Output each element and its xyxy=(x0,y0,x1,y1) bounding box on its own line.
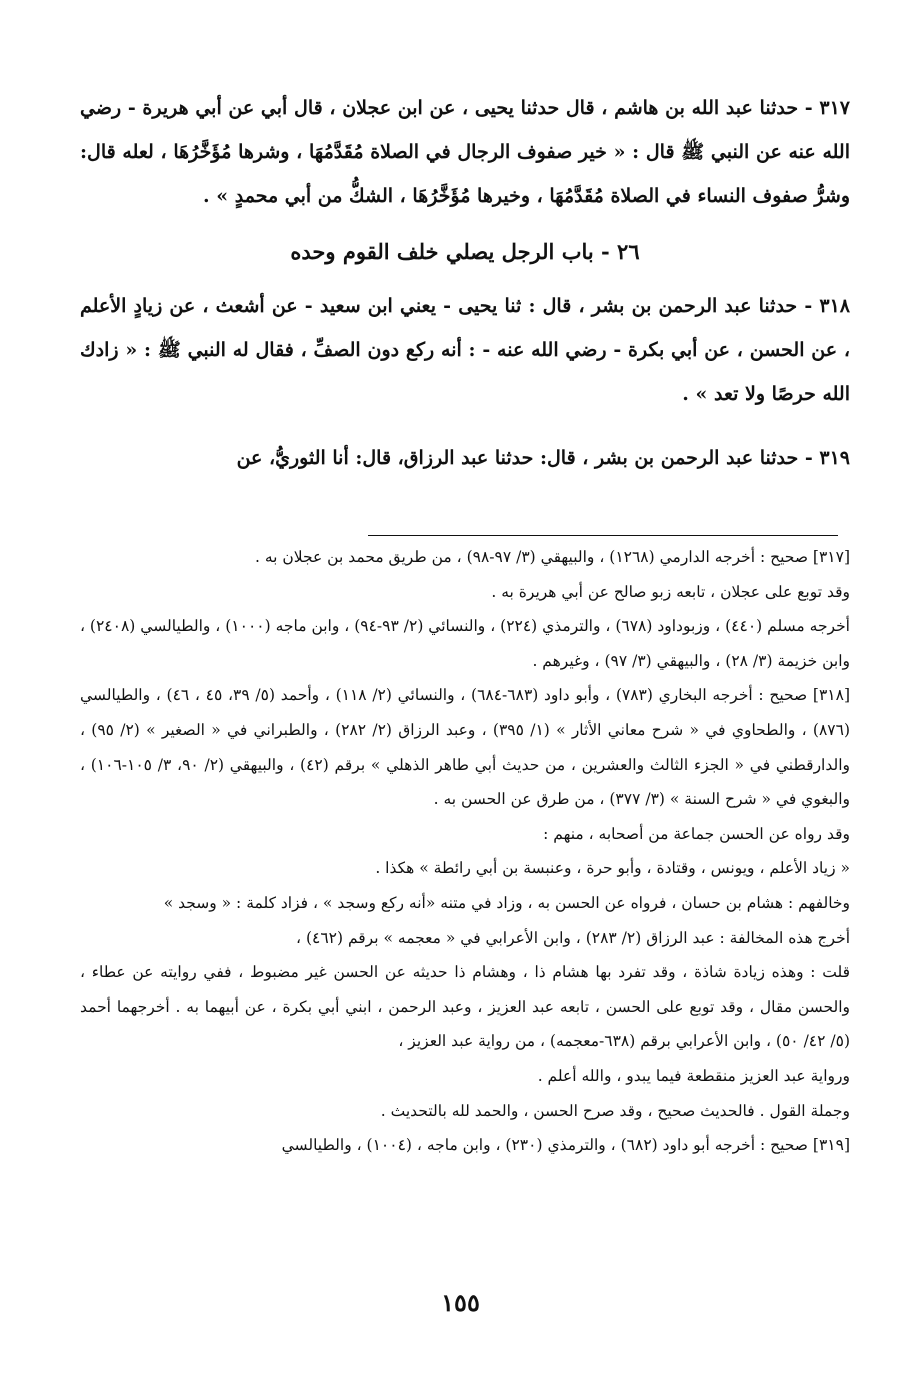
hadith-317: ٣١٧ - حدثنا عبد الله بن هاشم ، قال حدثنا يحيى ، عن ابن عجلان ، قال أبي عن أبي هريرة - رضي الله عنه عن النبي ﷺ قال : « خير صفوف الرجال في الصلاة مُقَدَّمُهَا ، وشرها مُؤَخَّرُهَا ، لعله قال: وشرُّ صفوف النساء في الصلاة مُقَدَّمُهَا ، وخيرها مُؤَخَّرُهَا ، الشكُّ من أبي محمدٍ » . xyxy=(80,97,850,207)
footnotes xyxy=(80,540,850,1163)
footnote-line: « زياد الأعلم ، ويونس ، وقتادة ، وأبو حرة ، وعنبسة بن أبي رائطة » هكذا . xyxy=(375,859,850,878)
footnote-divider xyxy=(368,535,838,536)
footnote-line: أخرج هذه المخالفة : عبد الرزاق (٢/ ٢٨٣) ، وابن الأعرابي في « معجمه » برقم (٤٦٢) ، xyxy=(296,928,850,947)
footnote-line: وخالفهم : هشام بن حسان ، فرواه عن الحسن به ، وزاد في متنه «أنه ركع وسجد » ، فزاد كلمة : « وسجد » xyxy=(163,893,850,912)
footnote-line: وجملة القول . فالحديث صحيح ، وقد صرح الحسن ، والحمد لله بالتحديث . xyxy=(380,1101,850,1120)
footnote-line: وقد رواه عن الحسن جماعة من أصحابه ، منهم : xyxy=(543,824,850,843)
footnote-line: [٣١٩] صحيح : أخرجه أبو داود (٦٨٢) ، والترمذي (٢٣٠) ، وابن ماجه ، (١٠٠٤) ، والطيالسي xyxy=(281,1136,850,1155)
paragraph-gap xyxy=(80,416,850,436)
page-number: ١٥٥ xyxy=(441,1288,480,1317)
main-text xyxy=(80,86,850,480)
footnote-line: [٣١٨] صحيح : أخرجه البخاري (٧٨٣) ، وأبو داود (٦٨٣-٦٨٤) ، والنسائي (٢/ ١١٨) ، وأحمد (٥/ ٣٩، ٤٥ ، ٤٦) ، والطيالسي (٨٧٦) ، والطحاوي في « شرح معاني الأثار » (١/ ٣٩٥) ، وعبد الرزاق (٢/ ٢٨٢) ، والطبراني في « الصغير » (٢/ ٩٥) ، والدارقطني في « الجزء الثالث والعشرين ، من حديث أبي طاهر الذهلي » برقم (٤٢) ، والبيهقي (٢/ ٩٠، ٣/ ١٠٥-١٠٦) ، والبغوي في « شرح السنة » (٣/ ٣٧٧) ، من طرق عن الحسن به . xyxy=(80,686,851,809)
footnote-line: أخرجه مسلم (٤٤٠) ، وزبوداود (٦٧٨) ، والترمذي (٢٢٤) ، والنسائي (٢/ ٩٣-٩٤) ، وابن ماجه (١٠٠٠) ، والطيالسي (٢٤٠٨) ، وابن خزيمة (٣/ ٢٨) ، والبيهقي (٣/ ٩٧) ، وغيرهم . xyxy=(80,617,850,670)
footnote-line: وقد توبع على عجلان ، تابعه زبو صالح عن أبي هريرة به . xyxy=(491,582,850,601)
footnote-line: ورواية عبد العزيز منقطعة فيما يبدو ، والله أعلم . xyxy=(537,1066,850,1085)
footnote-line: قلت : وهذه زيادة شاذة ، وقد تفرد بها هشام ذا ، وهشام ذا حديثه عن الحسن غير مضبوط ، ففي روايته عن عطاء ، والحسن مقال ، وقد توبع على الحسن ، تابعه عبد العزيز ، وعبد الرحمن ، ابني أبي بكرة ، عن أبيهما به . أخرجهما أحمد (٥/ ٤٢/ ٥٠) ، وابن الأعرابي برقم (٦٣٨-معجمه) ، من رواية عبد العزيز ، xyxy=(80,963,850,1051)
hadith-319: ٣١٩ - حدثنا عبد الرحمن بن بشر ، قال: حدثنا عبد الرزاق، قال: أنا الثوريُّ، عن xyxy=(236,447,850,469)
footnote-line: [٣١٧] صحيح : أخرجه الدارمي (١٢٦٨) ، والبيهقي (٣/ ٩٧-٩٨) ، من طريق محمد بن عجلان به . xyxy=(254,548,850,566)
chapter-title: ٢٦ - باب الرجل يصلي خلف القوم وحده xyxy=(290,239,640,264)
hadith-318: ٣١٨ - حدثنا عبد الرحمن بن بشر ، قال : ثنا يحيى - يعني ابن سعيد - عن أشعث ، عن زيادٍ الأعلم ، عن الحسن ، عن أبي بكرة - رضي الله عنه - : أنه ركع دون الصفِّ ، فقال له النبي ﷺ : « زادك الله حرصًا ولا تعد » . xyxy=(80,295,850,405)
